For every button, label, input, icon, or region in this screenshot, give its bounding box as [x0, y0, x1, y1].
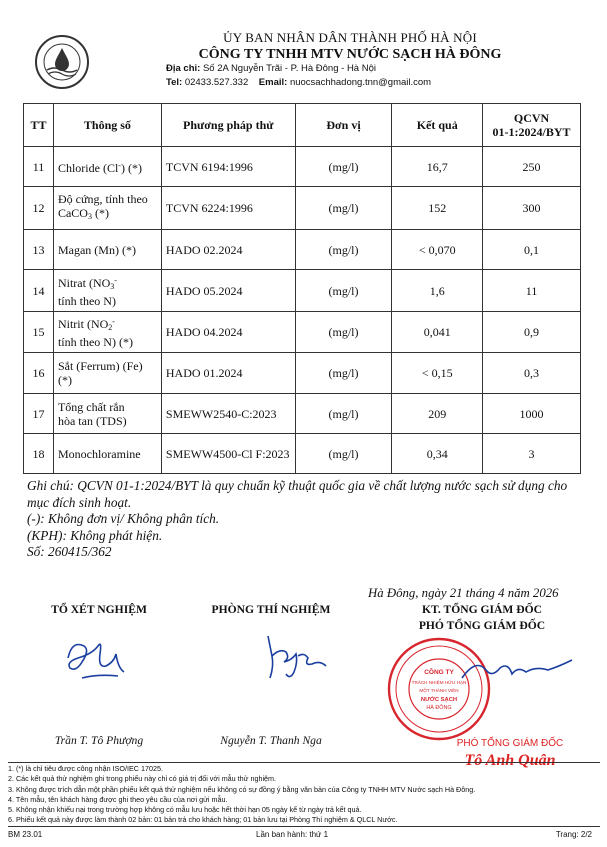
left-signer-title: TỔ XÉT NGHIỆM: [51, 603, 147, 616]
company-name: CÔNG TY TNHH MTV NƯỚC SẠCH HÀ ĐÔNG: [198, 47, 502, 62]
table-row: [24, 353, 581, 394]
row-result: 152: [392, 187, 483, 230]
middle-signer-name: Nguyễn T. Thanh Nga: [220, 734, 322, 747]
row-unit: (mg/l): [295, 187, 392, 230]
col-param: Thông số: [53, 104, 161, 147]
note-kph: (KPH): Không phát hiện.: [27, 527, 163, 543]
note-qcvn: Ghi chú: QCVN 01-1:2024/BYT là quy chuẩn kỹ thuật quốc gia về chất lượng nước sạch sử dụng cho mục đích sinh hoạt.: [27, 478, 568, 510]
col-unit: Đơn vị: [295, 104, 392, 147]
row-param: Tổng chất rắn hòa tan (TDS): [53, 394, 161, 434]
row-param: Magan (Mn) (*): [53, 230, 161, 270]
right-signature-icon: [456, 648, 576, 698]
results-table: [23, 103, 581, 474]
date-line: Hà Đông, ngày 21 tháng 4 năm 2026: [368, 586, 559, 600]
table-row: [24, 312, 581, 353]
footnote-3: 3. Không được trích dẫn một phần phiếu kết quả thử nghiệm nếu không có sự đồng ý bằng văn bản của Công ty TNHH MTV Nước sạch Hà Đông.: [8, 784, 476, 794]
footnote-divider: [8, 762, 600, 763]
footnote-1: 1. (*) là chỉ tiêu được công nhận ISO/IEC 17025.: [8, 764, 163, 773]
row-limit: 11: [483, 270, 581, 312]
row-tt: 12: [24, 187, 54, 230]
footnote-5: 5. Không nhận khiếu nại trong trường hợp không có mẫu lưu hoặc hết thời hạn 05 ngày kể từ ngày trả kết quả.: [8, 805, 362, 815]
table-row: [24, 187, 581, 230]
row-method: TCVN 6224:1996: [161, 187, 295, 230]
right-signer-name: Tô Anh Quân: [464, 752, 556, 769]
row-method: HADO 01.2024: [161, 353, 295, 394]
edition-label: Lần ban hành: thứ 1: [256, 830, 329, 839]
row-result: < 0,070: [392, 230, 483, 270]
row-result: 16,7: [392, 147, 483, 187]
svg-text:MỘT THÀNH VIÊN: MỘT THÀNH VIÊN: [419, 688, 459, 693]
table-row: [24, 270, 581, 312]
svg-text:HÀ ĐÔNG: HÀ ĐÔNG: [426, 705, 452, 711]
col-result: Kết quả: [392, 104, 483, 147]
row-tt: 17: [24, 394, 54, 434]
row-param: Nitrat ($NO_3^-$ tính theo N): [53, 270, 161, 312]
middle-signer-title: PHÒNG THÍ NGHIỆM: [211, 603, 331, 616]
footnote-6: 6. Phiếu kết quả này được làm thành 02 bản: 01 bản trả cho khách hàng; 01 bản lưu tại Phòng Thí nghiệm & QLCL Nước.: [8, 815, 398, 825]
row-unit: (mg/l): [295, 270, 392, 312]
col-limit: QCVN 01-1:2024/BYT: [483, 104, 581, 147]
footnotes: [8, 764, 600, 826]
form-code: BM 23.01: [8, 830, 43, 839]
row-method: HADO 04.2024: [161, 312, 295, 353]
table-row: [24, 147, 581, 187]
row-result: < 0,15: [392, 353, 483, 394]
row-limit: 0,9: [483, 312, 581, 353]
svg-text:CÔNG TY: CÔNG TY: [424, 669, 454, 676]
row-unit: (mg/l): [295, 434, 392, 474]
table-header-row: [24, 104, 581, 147]
row-limit: 0,3: [483, 353, 581, 394]
footnote-4: 4. Tên mẫu, tên khách hàng được ghi theo yêu cầu của nơi gửi mẫu.: [8, 794, 228, 804]
row-unit: (mg/l): [295, 394, 392, 434]
row-limit: 1000: [483, 394, 581, 434]
row-result: 1,6: [392, 270, 483, 312]
right-signer-subtitle: PHÓ TỔNG GIÁM ĐỐC: [418, 619, 546, 632]
row-tt: 15: [24, 312, 54, 353]
row-method: SMEWW4500-Cl F:2023: [161, 434, 295, 474]
table-row: [24, 394, 581, 434]
note-number: Số: 260415/362: [27, 544, 112, 559]
row-param: Chloride (Cl-) (*): [53, 147, 161, 187]
notes-section: [27, 478, 587, 561]
row-param: Độ cứng, tính theo CaCO$_3$ (*): [53, 187, 161, 230]
row-param: Monochloramine: [53, 434, 161, 474]
right-signer-label: PHÓ TỔNG GIÁM ĐỐC: [456, 738, 564, 749]
row-param: Nitrit ($NO_2^-$ tính theo N) (*): [53, 312, 161, 353]
footnote-2: 2. Các kết quả thử nghiệm ghi trong phiếu này chỉ có giá trị đối với mẫu thử nghiệm.: [8, 774, 277, 784]
row-method: SMEWW2540-C:2023: [161, 394, 295, 434]
row-method: HADO 05.2024: [161, 270, 295, 312]
row-method: TCVN 6194:1996: [161, 147, 295, 187]
middle-signature-icon: [246, 626, 346, 686]
row-tt: 14: [24, 270, 54, 312]
col-method: Phương pháp thử: [161, 104, 295, 147]
company-address: Địa chỉ: Số 2A Nguyễn Trãi - P. Hà Đông - Hà Nội: [166, 63, 376, 74]
row-unit: (mg/l): [295, 230, 392, 270]
row-result: 0,34: [392, 434, 483, 474]
left-signature-icon: [58, 628, 148, 686]
row-unit: (mg/l): [295, 312, 392, 353]
table-row: [24, 434, 581, 474]
svg-text:NƯỚC SẠCH: NƯỚC SẠCH: [420, 697, 458, 703]
row-unit: (mg/l): [295, 353, 392, 394]
row-limit: 0,1: [483, 230, 581, 270]
row-tt: 16: [24, 353, 54, 394]
row-limit: 300: [483, 187, 581, 230]
footer-divider: [8, 826, 600, 827]
row-param: Sắt (Ferrum) (Fe) (*): [53, 353, 161, 394]
left-signer-name: Trần T. Tô Phượng: [54, 734, 144, 747]
table-row: [24, 230, 581, 270]
water-company-logo-icon: [34, 34, 90, 90]
row-limit: 3: [483, 434, 581, 474]
company-contact: Tel: 02433.527.332 Email: nuocsachhadong.tnn@gmail.com: [166, 77, 432, 88]
row-result: 209: [392, 394, 483, 434]
row-tt: 13: [24, 230, 54, 270]
row-tt: 18: [24, 434, 54, 474]
row-tt: 11: [24, 147, 54, 187]
authority-name: ỦY BAN NHÂN DÂN THÀNH PHỐ HÀ NỘI: [223, 30, 477, 45]
svg-text:TRÁCH NHIỆM HỮU HẠN: TRÁCH NHIỆM HỮU HẠN: [411, 680, 467, 685]
right-signer-title: KT. TỔNG GIÁM ĐỐC: [421, 603, 543, 616]
col-tt: TT: [24, 104, 54, 147]
page-number: Trang: 2/2: [555, 830, 592, 839]
row-limit: 250: [483, 147, 581, 187]
company-header: [120, 30, 580, 63]
row-unit: (mg/l): [295, 147, 392, 187]
note-dash: (-): Không đơn vị/ Không phân tích.: [27, 511, 220, 526]
row-method: HADO 02.2024: [161, 230, 295, 270]
row-result: 0,041: [392, 312, 483, 353]
